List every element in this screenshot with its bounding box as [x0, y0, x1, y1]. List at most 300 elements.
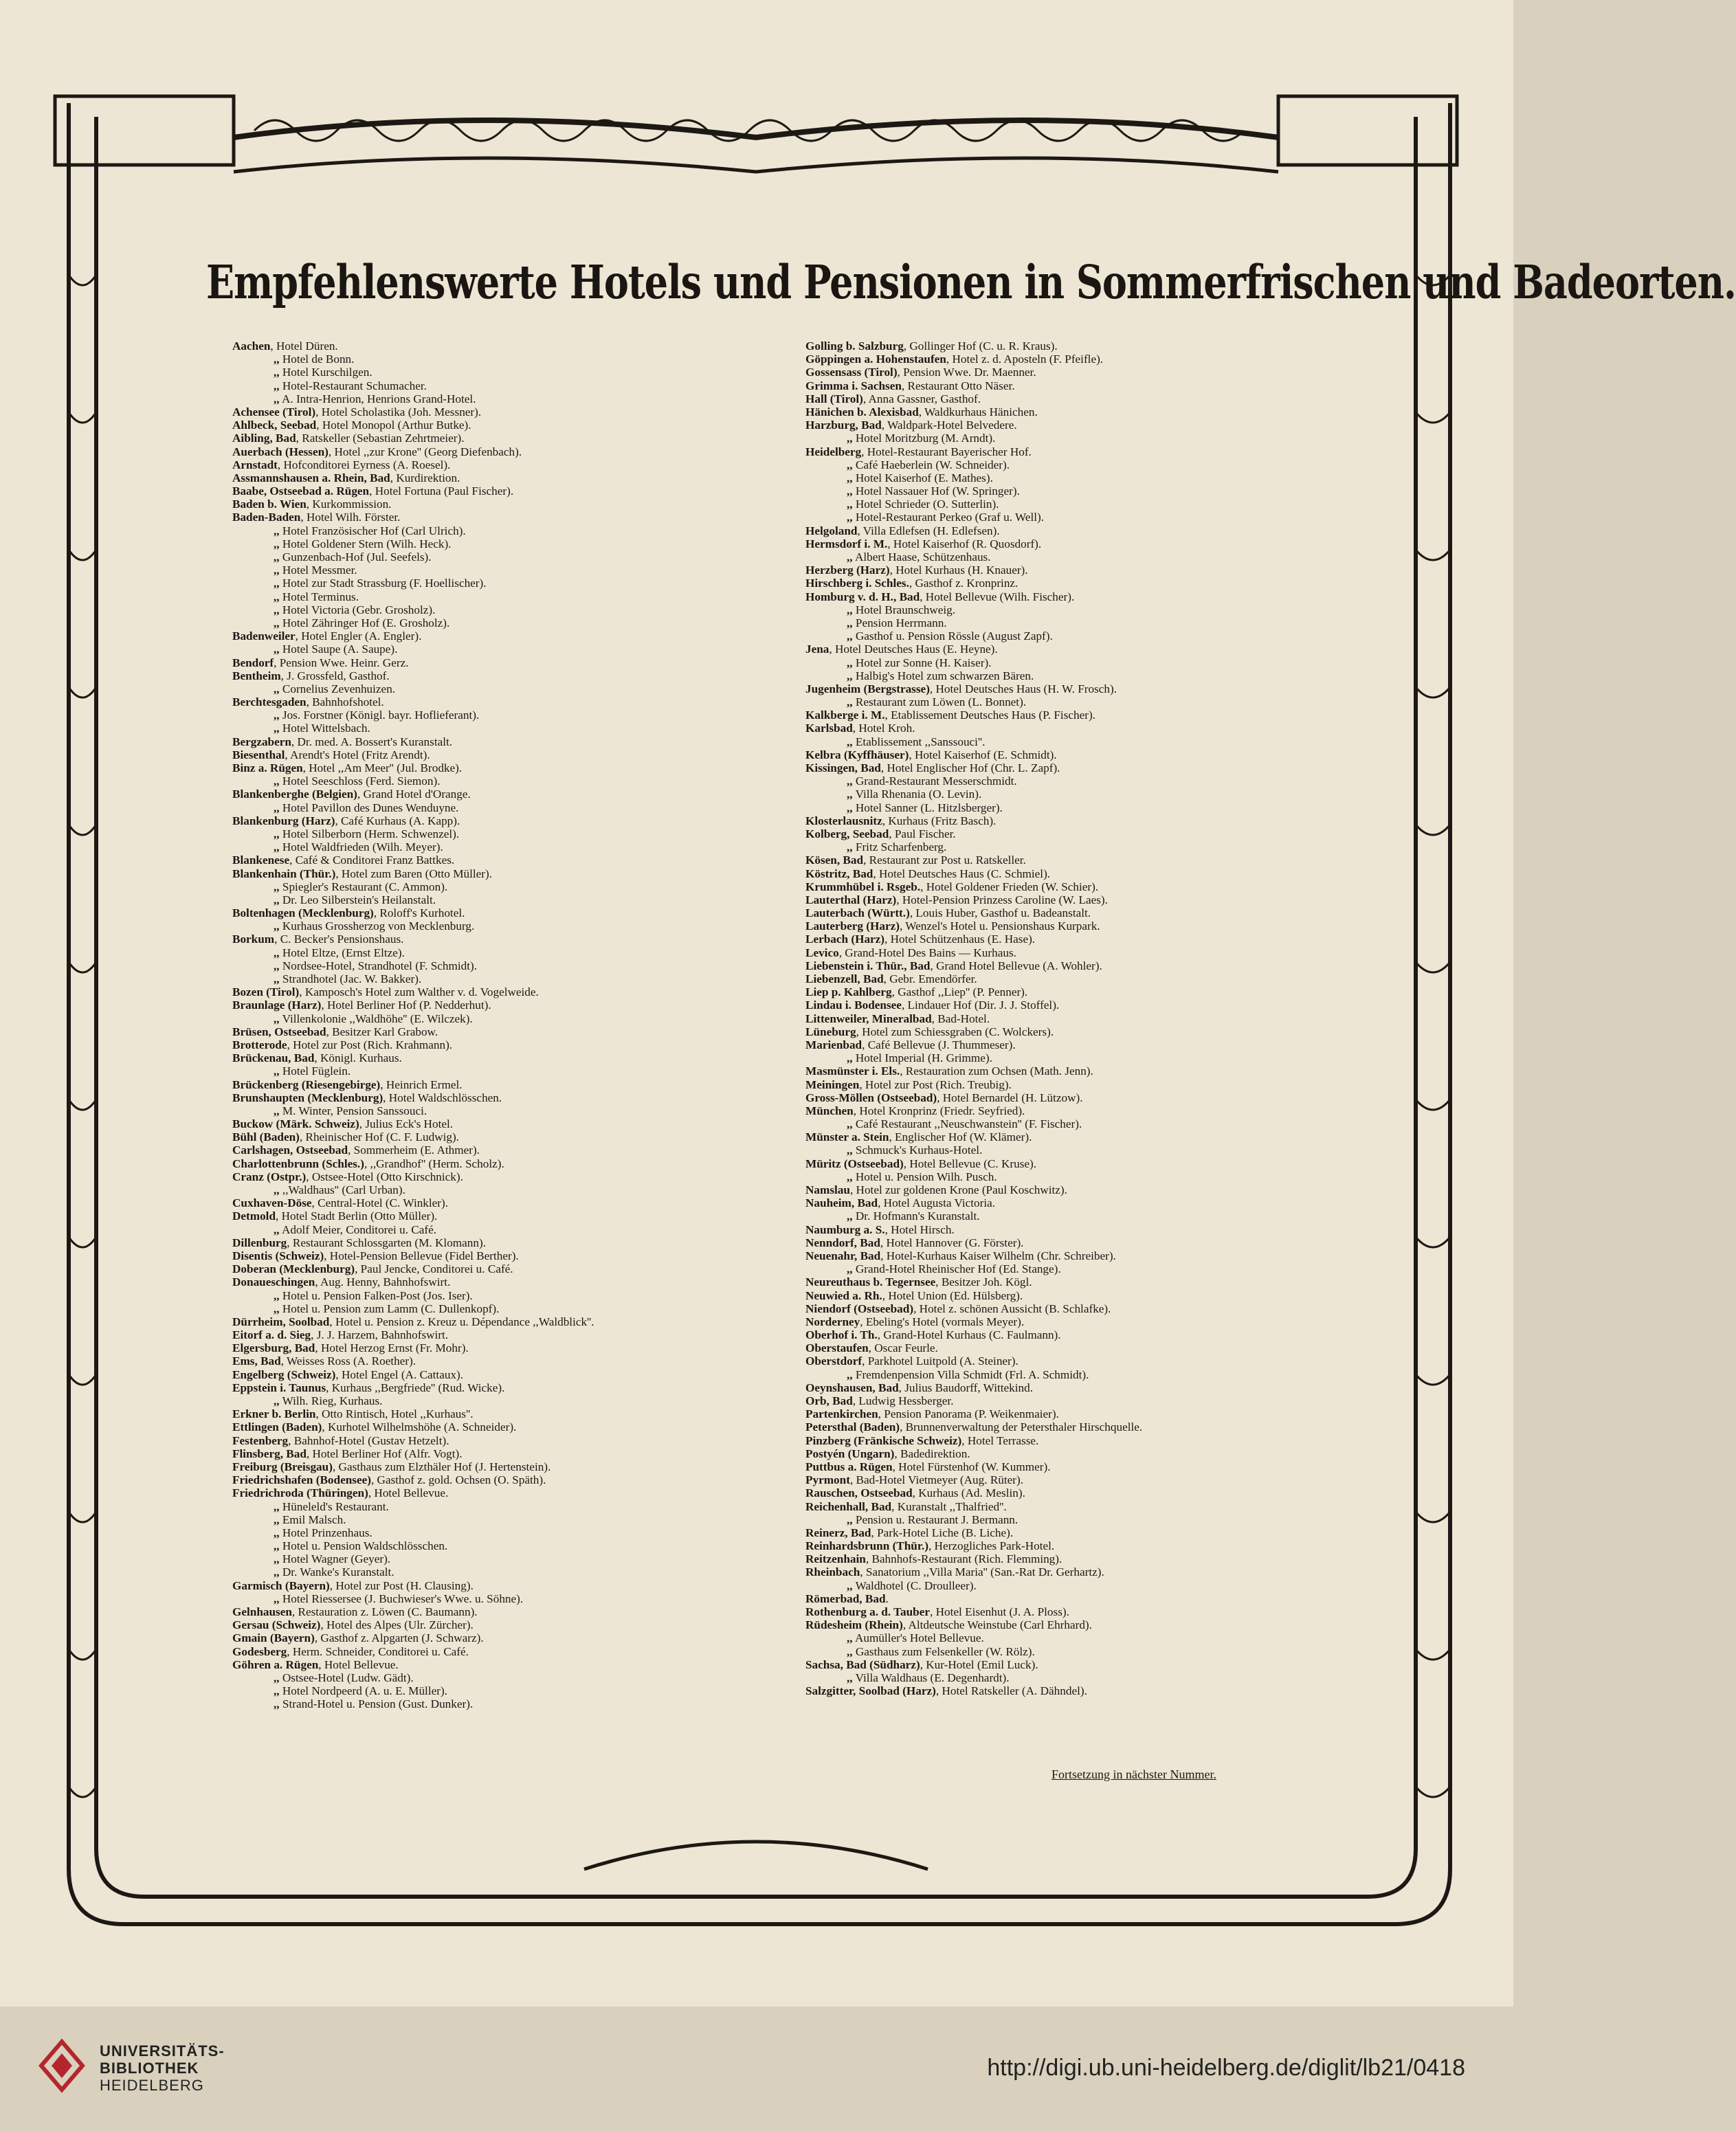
entry-text: , Hotel Terrasse.: [961, 1433, 1039, 1447]
entry-place: Bozen (Tirol): [232, 985, 300, 999]
entry-place: Oberstaufen: [805, 1341, 869, 1355]
entry-text: Hotel Pavillon des Dunes Wenduyne.: [279, 801, 459, 814]
entry-place: ,,: [274, 590, 280, 603]
entry-text: , Herm. Schneider, Conditorei u. Café.: [287, 1644, 469, 1658]
entry-place: Homburg v. d. H., Bad: [805, 590, 920, 603]
listing-entry: [232, 1539, 741, 1552]
entry-text: Hotel Seeschloss (Ferd. Siemon).: [279, 774, 441, 788]
listing-entry: [232, 972, 741, 985]
entry-place: Masmünster i. Els.: [805, 1064, 900, 1078]
entry-place: Binz a. Rügen: [232, 761, 303, 774]
listing-entry: [232, 1262, 741, 1275]
listing-entry: [805, 1434, 1300, 1447]
entry-place: Reichenhall, Bad: [805, 1499, 892, 1513]
entry-text: , Kurhaus ,,Bergfriede'' (Rud. Wicke).: [326, 1381, 505, 1394]
entry-text: Hotel Nordpeerd (A. u. E. Müller).: [279, 1684, 447, 1698]
entry-text: , Kurdirektion.: [390, 471, 460, 484]
listing-entry: [805, 1275, 1300, 1288]
entry-place: Hermsdorf i. M.: [805, 537, 888, 550]
entry-place: ,,: [847, 432, 853, 445]
entry-place: Rheinbach: [805, 1565, 860, 1579]
listing-entry: [805, 1447, 1300, 1460]
listing-entry: [232, 827, 741, 840]
entry-place: Reinerz, Bad: [805, 1526, 871, 1539]
page-title: Empfehlenswerte Hotels und Pensionen in Sommerfrischen und Badeorten.: [206, 254, 1736, 309]
entry-place: ,,: [274, 774, 280, 788]
entry-place: ,,: [274, 682, 280, 695]
entry-place: Bendorf: [232, 656, 274, 669]
entry-place: Karlsbad: [805, 722, 853, 735]
entry-place: ,,: [847, 484, 853, 498]
listing-entry: [805, 1209, 1300, 1223]
entry-place: Nenndorf, Bad: [805, 1236, 880, 1249]
entry-text: , Wenzel's Hotel u. Pensionshaus Kurpark.: [899, 919, 1100, 933]
entry-place: Baden-Baden: [232, 511, 301, 524]
entry-place: ,,: [274, 946, 280, 959]
entry-text: , Hotel Kaiserhof (R. Quosdorf).: [887, 537, 1042, 550]
listing-entry: [805, 484, 1300, 498]
entry-text: Hotel Braunschweig.: [852, 603, 955, 616]
listing-entry: [232, 1223, 741, 1236]
entry-place: Petersthal (Baden): [805, 1420, 900, 1434]
entry-place: ,,: [274, 709, 280, 722]
entry-place: ,,: [274, 880, 280, 893]
entry-place: Harzburg, Bad: [805, 419, 882, 432]
entry-text: Schmuck's Kurhaus-Hotel.: [852, 1143, 983, 1157]
entry-place: Brückenberg (Riesengebirge): [232, 1078, 381, 1091]
entry-place: Kösen, Bad: [805, 853, 864, 867]
entry-place: Reinhardsbrunn (Thür.): [805, 1539, 928, 1553]
entry-place: Jena: [805, 643, 830, 656]
entry-place: Römerbad, Bad: [805, 1592, 886, 1605]
listing-entry: [805, 405, 1300, 419]
entry-text: Gunzenbach-Hof (Jul. Seefels).: [279, 550, 432, 564]
listing-entry: [805, 1381, 1300, 1394]
listing-entry: [232, 1315, 741, 1328]
listing-entry: [232, 1526, 741, 1539]
entry-text: , Gasthof ,,Liep'' (P. Penner).: [891, 985, 1028, 999]
listing-entry: [232, 1196, 741, 1209]
listing-entry: [232, 1341, 741, 1354]
entry-place: Brückenau, Bad: [232, 1051, 315, 1065]
listing-entry: [805, 972, 1300, 985]
entry-place: Norderney: [805, 1315, 860, 1328]
entry-text: Strand-Hotel u. Pension (Gust. Dunker).: [279, 1697, 474, 1711]
entry-place: Lauterbach (Württ.): [805, 906, 910, 920]
entry-place: Friedrichshafen (Bodensee): [232, 1473, 371, 1487]
entry-text: , Bahnhofshotel.: [306, 695, 384, 709]
entry-text: , Gasthof z. Alpgarten (J. Schwarz).: [314, 1631, 484, 1645]
listing-entry: [232, 419, 741, 432]
entry-place: Blankenese: [232, 853, 290, 867]
entry-text: , Roloff's Kurhotel.: [373, 906, 465, 920]
entry-place: Helgoland: [805, 524, 858, 537]
entry-text: , Kurhaus (Ad. Meslin).: [912, 1486, 1025, 1500]
listing-entry: [805, 445, 1300, 458]
entry-place: Flinsberg, Bad: [232, 1447, 307, 1460]
entry-text: , Dr. med. A. Bossert's Kuranstalt.: [291, 735, 453, 748]
entry-text: , ,,Grandhof'' (Herm. Scholz).: [364, 1157, 504, 1170]
listing-entry: [232, 735, 741, 748]
entry-text: Emil Malsch.: [279, 1513, 346, 1526]
entry-text: , Oscar Feurle.: [868, 1341, 938, 1355]
listing-entry: [805, 419, 1300, 432]
entry-text: , Pension Wwe. Dr. Maenner.: [897, 366, 1036, 379]
listing-entry: [805, 1302, 1300, 1315]
entry-place: Gersau (Schweiz): [232, 1618, 321, 1632]
entry-text: , Besitzer Karl Grabow.: [326, 1025, 438, 1038]
listing-entry: [805, 550, 1300, 564]
entry-text: , Hotel Hannover (G. Förster).: [880, 1236, 1024, 1249]
entry-text: , Restaurant Schlossgarten (M. Klomann).: [287, 1236, 487, 1249]
listing-entry: [232, 1104, 741, 1117]
entry-text: Hotel Imperial (H. Grimme).: [852, 1051, 992, 1065]
listing-entry: [805, 511, 1300, 524]
entry-place: Krummhübel i. Rsgeb.: [805, 880, 921, 893]
entry-text: , Gasthof z. gold. Ochsen (O. Späth).: [370, 1473, 546, 1487]
listing-entry: [232, 1407, 741, 1420]
entry-place: Festenberg: [232, 1433, 289, 1447]
entry-text: , Englischer Hof (W. Klämer).: [889, 1130, 1032, 1144]
listing-entry: [232, 893, 741, 906]
entry-place: Ems, Bad: [232, 1354, 281, 1368]
entry-text: , Hotel Engler (A. Engler).: [295, 629, 422, 643]
entry-text: , Hotel-Pension Bellevue (Fidel Berther).: [324, 1249, 519, 1262]
listing-entry: [805, 616, 1300, 629]
listing-entry: [805, 1170, 1300, 1183]
entry-place: Rüdesheim (Rhein): [805, 1618, 903, 1632]
listing-entry: [232, 1579, 741, 1592]
listing-entry: [232, 1012, 741, 1025]
entry-place: ,,: [847, 656, 853, 669]
listing-entry: [232, 695, 741, 709]
listing-entry: [805, 1051, 1300, 1064]
entry-place: Bergzabern: [232, 735, 291, 748]
listing-entry: [805, 1552, 1300, 1565]
entry-place: Postyén (Ungarn): [805, 1447, 895, 1460]
listing-entry: [805, 1354, 1300, 1368]
entry-text: Jos. Forstner (Königl. bayr. Hoflieferant).: [279, 709, 480, 722]
listing-entry: [805, 1249, 1300, 1262]
entry-text: Hotel Riessersee (J. Buchwieser's Wwe. u. Söhne).: [279, 1592, 524, 1605]
entry-place: ,,: [274, 1394, 280, 1407]
entry-place: ,,: [847, 801, 853, 814]
listing-entry: [805, 1038, 1300, 1051]
listing-entry: [232, 774, 741, 788]
entry-text: Hotel u. Pension Wilh. Pusch.: [852, 1170, 997, 1183]
entry-place: Freiburg (Breisgau): [232, 1460, 333, 1473]
entry-text: , Bad-Hotel.: [931, 1012, 990, 1025]
listing-entry: [805, 1130, 1300, 1143]
listing-entry: [805, 392, 1300, 405]
entry-place: Oberstdorf: [805, 1354, 863, 1368]
entry-text: Hotel u. Pension zum Lamm (C. Dullenkopf).: [279, 1302, 500, 1315]
listing-entry: [232, 1645, 741, 1658]
entry-place: Doberan (Mecklenburg): [232, 1262, 355, 1276]
entry-text: , Hotel Eisenhut (J. A. Ploss).: [930, 1605, 1069, 1618]
entry-text: , Restauration z. Löwen (C. Baumann).: [291, 1605, 478, 1618]
listing-entry: [232, 405, 741, 419]
entry-place: Badenweiler: [232, 629, 296, 643]
entry-text: , Hotel Deutsches Haus (E. Heyne).: [829, 643, 998, 656]
listing-entry: [805, 1526, 1300, 1539]
entry-text: , Paul Fischer.: [889, 827, 956, 840]
listing-entry: [805, 1196, 1300, 1209]
entry-text: , Kuranstalt ,,Thalfried''.: [891, 1499, 1007, 1513]
entry-place: ,,: [847, 550, 853, 564]
entry-place: ,,: [847, 629, 853, 643]
listing-entry: [232, 1420, 741, 1433]
entry-place: ,,: [847, 1209, 853, 1223]
listing-entry: [805, 1473, 1300, 1486]
listing-entry: [232, 761, 741, 774]
entry-text: , Hotel Bellevue (Wilh. Fischer).: [920, 590, 1075, 603]
listing-entry: [232, 366, 741, 379]
entry-text: , Hotel Berliner Hof (Alfr. Vogt).: [306, 1447, 463, 1460]
listing-entry: [805, 1605, 1300, 1618]
entry-text: Ostsee-Hotel (Ludw. Gädt).: [279, 1671, 414, 1684]
listing-entry: [805, 906, 1300, 919]
entry-text: , Hotel Ratskeller (A. Dähndel).: [935, 1684, 1087, 1698]
listing-entry: [805, 1592, 1300, 1605]
entry-text: , Hotel Bellevue.: [318, 1658, 399, 1671]
entry-text: , Königl. Kurhaus.: [314, 1051, 402, 1065]
entry-place: ,,: [274, 1223, 280, 1236]
listing-entry: [232, 1513, 741, 1526]
entry-place: Grimma i. Sachsen: [805, 379, 902, 392]
listing-entry: [232, 1697, 741, 1710]
entry-place: Liebenstein i. Thür., Bad: [805, 959, 931, 972]
listing-entry: [805, 1684, 1300, 1697]
entry-place: ,,: [274, 1012, 280, 1025]
entry-text: , Hotel Monopol (Arthur Butke).: [316, 419, 471, 432]
entry-text: Adolf Meier, Conditorei u. Café.: [279, 1223, 437, 1236]
listing-entry: [805, 1236, 1300, 1249]
entry-place: ,,: [847, 669, 853, 682]
listing-entry: [805, 788, 1300, 801]
entry-place: Rothenburg a. d. Tauber: [805, 1605, 930, 1618]
entry-place: ,,: [847, 1170, 853, 1183]
entry-place: ,,: [274, 379, 280, 392]
listing-column-right: [805, 339, 1300, 1697]
listing-entry: [805, 603, 1300, 616]
entry-text: , Grand-Hotel Des Bains — Kurhaus.: [838, 946, 1016, 959]
entry-place: Brotterode: [232, 1038, 287, 1051]
listing-entry: [805, 1579, 1300, 1592]
university-library-logo-icon: [38, 2038, 86, 2100]
entry-place: Bentheim: [232, 669, 281, 682]
listing-entry: [232, 1183, 741, 1196]
entry-place: Nauheim, Bad: [805, 1196, 878, 1210]
library-name-line3: HEIDELBERG: [100, 2077, 204, 2094]
listing-entry: [232, 1460, 741, 1473]
entry-text: , Hotel Waldschlösschen.: [383, 1091, 502, 1104]
entry-text: , Ratskeller (Sebastian Zehrtmeier).: [296, 432, 465, 445]
entry-text: , Grand Hotel Bellevue (A. Wohler).: [930, 959, 1102, 972]
listing-entry: [805, 735, 1300, 748]
entry-place: ,,: [274, 392, 280, 405]
entry-text: Halbig's Hotel zum schwarzen Bären.: [852, 669, 1034, 682]
entry-text: , Parkhotel Luitpold (A. Steiner).: [862, 1354, 1019, 1368]
listing-entry: [805, 1064, 1300, 1078]
entry-text: Hotel Eltze, (Ernst Eltze).: [279, 946, 405, 959]
entry-place: Puttbus a. Rügen: [805, 1460, 893, 1473]
entry-place: ,,: [847, 1671, 853, 1684]
listing-entry: [805, 682, 1300, 695]
entry-place: Marienbad: [805, 1038, 863, 1051]
entry-place: Oberhof i. Th.: [805, 1328, 878, 1342]
entry-text: , Hotel Bellevue (C. Kruse).: [903, 1157, 1037, 1170]
listing-entry: [232, 1038, 741, 1051]
listing-entry: [805, 1671, 1300, 1684]
entry-place: Salzgitter, Soolbad (Harz): [805, 1684, 936, 1698]
listing-entry: [232, 1473, 741, 1486]
entry-text: , Restauration zum Ochsen (Math. Jenn).: [900, 1064, 1093, 1078]
listing-entry: [232, 1434, 741, 1447]
entry-place: Köstritz, Bad: [805, 867, 873, 880]
entry-place: Meiningen: [805, 1078, 860, 1091]
listing-entry: [805, 827, 1300, 840]
entry-place: Naumburg a. S.: [805, 1223, 885, 1236]
entry-text: , Kamposch's Hotel zum Walther v. d. Vogelweide.: [299, 985, 539, 999]
listing-entry: [232, 801, 741, 814]
listing-entry: [232, 1354, 741, 1368]
entry-text: Dr. Wanke's Kuranstalt.: [279, 1565, 394, 1579]
listing-entry: [232, 1381, 741, 1394]
entry-text: , Bahnhofs-Restaurant (Rich. Flemming).: [865, 1552, 1062, 1566]
entry-place: ,,: [274, 827, 280, 840]
entry-place: ,,: [274, 353, 280, 366]
entry-place: Arnstadt: [232, 458, 278, 471]
listing-entry: [232, 840, 741, 853]
entry-place: ,,: [274, 366, 280, 379]
entry-text: Hotel zur Stadt Strassburg (F. Hoellischer).: [279, 577, 487, 590]
listing-entry: [805, 498, 1300, 511]
entry-text: Hotel-Restaurant Schumacher.: [279, 379, 427, 392]
listing-entry: [805, 353, 1300, 366]
entry-place: ,,: [274, 972, 280, 985]
listing-entry: [805, 524, 1300, 537]
entry-text: , Aug. Henny, Bahnhofswirt.: [315, 1275, 451, 1289]
listing-entry: [232, 919, 741, 933]
entry-place: Engelberg (Schweiz): [232, 1368, 336, 1381]
entry-place: Blankenburg (Harz): [232, 814, 335, 827]
listing-entry: [232, 550, 741, 564]
listing-entry: [805, 432, 1300, 445]
listing-entry: [805, 1420, 1300, 1433]
entry-place: Levico: [805, 946, 839, 959]
entry-place: Cranz (Ostpr.): [232, 1170, 307, 1183]
listing-entry: [232, 709, 741, 722]
entry-place: ,,: [274, 1565, 280, 1579]
entry-place: Münster a. Stein: [805, 1130, 889, 1144]
entry-text: , Hotel Kaiserhof (E. Schmidt).: [909, 748, 1057, 761]
entry-place: ,,: [274, 1526, 280, 1539]
listing-entry: [232, 1684, 741, 1697]
entry-text: Hotel Wittelsbach.: [279, 722, 370, 735]
entry-text: , Weisses Ross (A. Roether).: [280, 1354, 416, 1368]
entry-text: Albert Haase, Schützenhaus.: [852, 550, 991, 564]
listing-entry: [232, 814, 741, 827]
listing-entry: [805, 959, 1300, 972]
entry-text: Hotel Terminus.: [279, 590, 359, 603]
entry-text: , Hotel Fortuna (Paul Fischer).: [369, 484, 514, 498]
entry-place: ,,: [847, 603, 853, 616]
entry-place: ,,: [847, 1262, 853, 1276]
entry-text: , Pension Panorama (P. Weikenmaier).: [878, 1407, 1059, 1421]
entry-place: ,,: [274, 893, 280, 906]
listing-entry: [805, 867, 1300, 880]
entry-place: ,,: [274, 603, 280, 616]
listing-entry: [232, 1289, 741, 1302]
entry-place: ,,: [847, 471, 853, 484]
entry-place: ,,: [847, 1117, 853, 1131]
listing-entry: [232, 1078, 741, 1091]
entry-text: , Café Bellevue (J. Thummeser).: [862, 1038, 1016, 1051]
listing-entry: [232, 1170, 741, 1183]
entry-place: Reitzenhain: [805, 1552, 866, 1566]
listing-entry: [232, 537, 741, 550]
listing-entry: [805, 1645, 1300, 1658]
listing-entry: [232, 432, 741, 445]
entry-place: Littenweiler, Mineralbad: [805, 1012, 932, 1025]
entry-place: ,,: [847, 1368, 853, 1381]
entry-text: Fremdenpension Villa Schmidt (Frl. A. Schmidt).: [852, 1368, 1089, 1381]
entry-place: ,,: [274, 1183, 280, 1196]
listing-entry: [232, 1249, 741, 1262]
entry-text: , Hotel Deutsches Haus (H. W. Frosch).: [929, 682, 1117, 695]
entry-text: Waldhotel (C. Droulleer).: [852, 1578, 977, 1592]
listing-entry: [232, 616, 741, 629]
listing-entry: [805, 1157, 1300, 1170]
source-url[interactable]: http://digi.ub.uni-heidelberg.de/diglit/lb21/0418: [987, 2055, 1465, 2081]
listing-entry: [232, 1671, 741, 1684]
entry-place: Brunshaupten (Mecklenburg): [232, 1091, 383, 1104]
listing-entry: [805, 919, 1300, 933]
entry-text: , Hotel ,,zur Krone'' (Georg Diefenbach).: [328, 445, 522, 458]
entry-place: Lauterberg (Harz): [805, 919, 900, 933]
entry-place: ,,: [274, 1288, 280, 1302]
listing-entry: [805, 985, 1300, 998]
entry-place: Bühl (Baden): [232, 1130, 300, 1144]
entry-text: , Hotel ,,Am Meer'' (Jul. Brodke).: [302, 761, 463, 774]
entry-place: ,,: [274, 722, 280, 735]
entry-text: Hotel Silberborn (Herm. Schwenzel).: [279, 827, 460, 840]
entry-place: Blankenhain (Thür.): [232, 867, 336, 880]
entry-text: , Ludwig Hessberger.: [852, 1394, 954, 1407]
entry-text: , Hotel Wilh. Förster.: [300, 511, 401, 524]
entry-place: Kolberg, Seebad: [805, 827, 889, 840]
entry-text: , J. Grossfeld, Gasthof.: [280, 669, 390, 682]
listing-entry: [805, 537, 1300, 550]
entry-text: Hotel Nassauer Hof (W. Springer).: [852, 484, 1020, 498]
entry-text: , Herzogliches Park-Hotel.: [928, 1539, 1055, 1553]
listing-entry: [805, 379, 1300, 392]
entry-place: Gossensass (Tirol): [805, 366, 898, 379]
entry-place: Dürrheim, Soolbad: [232, 1315, 330, 1328]
entry-text: Hotel de Bonn.: [279, 353, 355, 366]
entry-text: Hotel-Restaurant Perkeo (Graf u. Well).: [852, 511, 1045, 524]
entry-text: , Kurhaus (Fritz Basch).: [882, 814, 997, 827]
listing-entry: [805, 1289, 1300, 1302]
entry-text: , Hotel u. Pension z. Kreuz u. Dépendance ,,Waldblick''.: [329, 1315, 594, 1328]
entry-text: , Hotel Stadt Berlin (Otto Müller).: [276, 1209, 438, 1223]
entry-place: Garmisch (Bayern): [232, 1578, 330, 1592]
entry-place: ,,: [274, 1697, 280, 1711]
listing-entry: [805, 339, 1300, 353]
listing-entry: [805, 1513, 1300, 1526]
entry-text: , Hotel Fürstenhof (W. Kummer).: [892, 1460, 1051, 1473]
